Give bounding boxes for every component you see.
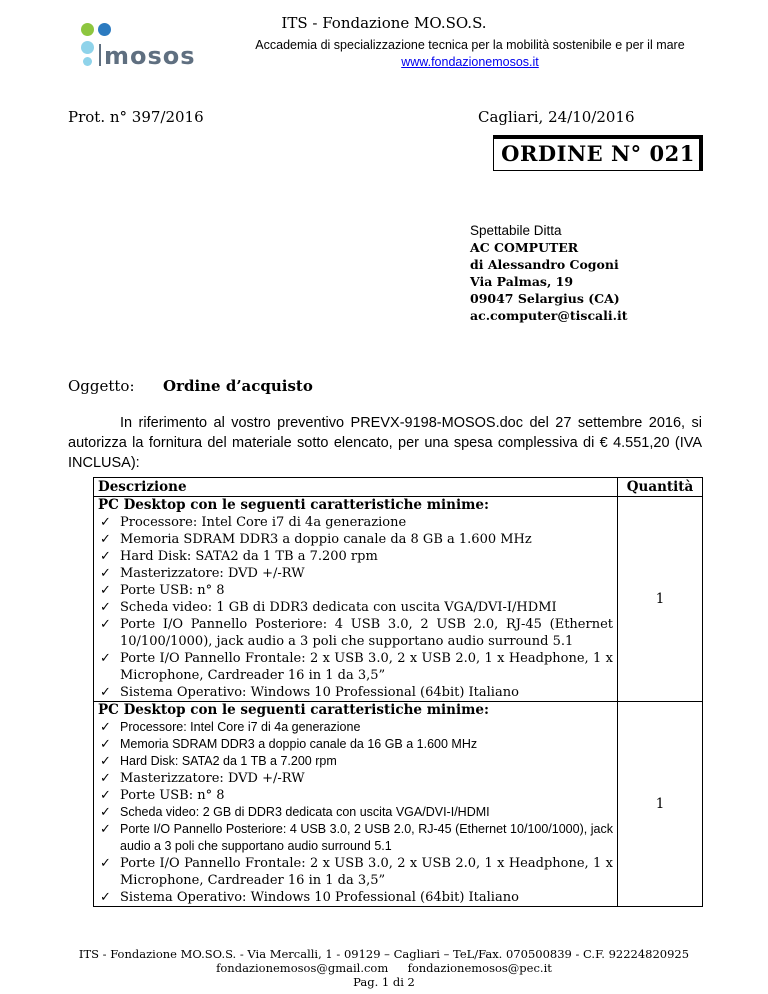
- spec-item: [98, 889, 613, 906]
- spec-item: [98, 565, 613, 582]
- spec-item: [98, 684, 613, 701]
- check-icon: ✓: [100, 566, 111, 581]
- spec-text: Porte I/O Pannello Posteriore: 4 USB 3.0, 2 USB 2.0, RJ-45 (Ethernet 10/100/1000), jack audio a 3 poli che supportano audio surround 5.1: [120, 822, 613, 853]
- check-icon: ✓: [100, 890, 111, 905]
- spec-item: [98, 821, 613, 855]
- check-icon: ✓: [100, 720, 111, 735]
- check-icon: ✓: [100, 532, 111, 547]
- spec-item: [98, 719, 613, 736]
- recipient-owner: di Alessandro Cogoni: [470, 257, 619, 272]
- spec-item: [98, 804, 613, 821]
- check-icon: ✓: [100, 805, 111, 820]
- check-icon: ✓: [100, 583, 111, 598]
- table-header-row: [94, 478, 703, 497]
- spec-list: [98, 719, 613, 906]
- check-icon: ✓: [100, 856, 111, 871]
- check-icon: ✓: [100, 600, 111, 615]
- spec-text: Scheda video: 2 GB di DDR3 dedicata con uscita VGA/DVI-I/HDMI: [120, 805, 490, 819]
- spec-text: Masterizzatore: DVD +/-RW: [120, 566, 305, 581]
- logo-divider: [99, 44, 101, 66]
- check-icon: ✓: [100, 788, 111, 803]
- header-title: ITS - Fondazione MO.SO.S.: [281, 14, 487, 32]
- spec-item: [98, 650, 613, 684]
- footer-emails: [0, 961, 768, 975]
- spec-text: Scheda video: 1 GB di DDR3 dedicata con uscita VGA/DVI-I/HDMI: [120, 600, 557, 615]
- check-icon: ✓: [100, 822, 111, 837]
- spec-item: [98, 770, 613, 787]
- protocol-number: Prot. n° 397/2016: [68, 108, 204, 126]
- order-title: ORDINE N° 021: [501, 141, 695, 166]
- check-icon: ✓: [100, 515, 111, 530]
- spec-item: [98, 531, 613, 548]
- spec-text: Sistema Operativo: Windows 10 Professional (64bit) Italiano: [120, 890, 519, 905]
- item-description: [94, 497, 618, 702]
- footer-page-number: Pag. 1 di 2: [353, 975, 415, 989]
- spec-item: [98, 736, 613, 753]
- check-icon: ✓: [100, 737, 111, 752]
- header-description: Descrizione: [94, 478, 618, 497]
- spec-text: Processore: Intel Core i7 di 4a generazione: [120, 515, 407, 530]
- spec-text: Hard Disk: SATA2 da 1 TB a 7.200 rpm: [120, 754, 337, 768]
- intro-paragraph: In riferimento al vostro preventivo PREVX-9198-MOSOS.doc del 27 settembre 2016, si autorizza la fornitura del materiale sotto elencato, per una spesa complessiva di € 4.551,20 (IVA INCLUSA):: [68, 415, 702, 471]
- recipient-street: Via Palmas, 19: [470, 274, 574, 289]
- footer-email: fondazionemosos@gmail.com: [216, 961, 389, 975]
- spec-item: [98, 855, 613, 889]
- page-footer: [0, 947, 768, 989]
- spec-text: Porte I/O Pannello Posteriore: 4 USB 3.0, 2 USB 2.0, RJ-45 (Ethernet 10/100/1000), jack audio a 3 poli che supportano audio surround 5.1: [120, 617, 613, 649]
- item-quantity: 1: [618, 497, 703, 702]
- spec-text: Hard Disk: SATA2 da 1 TB a 7.200 rpm: [120, 549, 378, 564]
- check-icon: ✓: [100, 771, 111, 786]
- spec-text: Sistema Operativo: Windows 10 Professional (64bit) Italiano: [120, 685, 519, 700]
- table-row: [94, 702, 703, 907]
- footer-address: ITS - Fondazione MO.SO.S. - Via Mercalli, 1 - 09129 – Cagliari – TeL/Fax. 070500839 - C.F. 92224820925: [78, 947, 690, 961]
- spec-item: [98, 514, 613, 531]
- check-icon: ✓: [100, 549, 111, 564]
- subject-label: Oggetto:: [68, 377, 135, 395]
- spec-text: Porte I/O Pannello Frontale: 2 x USB 3.0, 2 x USB 2.0, 1 x Headphone, 1 x Microphone, Cardreader 16 in 1 da 3,5”: [120, 856, 613, 888]
- item-description: [94, 702, 618, 907]
- spec-text: Processore: Intel Core i7 di 4a generazione: [120, 720, 361, 734]
- subject-value: Ordine d’acquisto: [163, 377, 313, 395]
- item-title: PC Desktop con le seguenti caratteristiche minime:: [98, 497, 489, 513]
- recipient-address: [470, 222, 628, 324]
- check-icon: ✓: [100, 685, 111, 700]
- header-website-link[interactable]: www.fondazionemosos.it: [401, 55, 539, 69]
- place-date: Cagliari, 24/10/2016: [478, 108, 635, 126]
- spec-text: Memoria SDRAM DDR3 a doppio canale da 16 GB a 1.600 MHz: [120, 737, 478, 751]
- spec-item: [98, 787, 613, 804]
- table-row: [94, 497, 703, 702]
- item-title: PC Desktop con le seguenti caratteristiche minime:: [98, 702, 489, 718]
- spec-item: [98, 582, 613, 599]
- recipient-company: AC COMPUTER: [470, 240, 579, 255]
- header-quantity: Quantità: [618, 478, 703, 497]
- header-subtitle: Accademia di specializzazione tecnica per la mobilità sostenibile e per il mare: [255, 38, 685, 52]
- spec-text: Porte USB: n° 8: [120, 583, 225, 598]
- check-icon: ✓: [100, 617, 111, 632]
- spec-list: [98, 514, 613, 701]
- footer-pec: fondazionemosos@pec.it: [407, 961, 552, 975]
- check-icon: ✓: [100, 651, 111, 666]
- spec-text: Porte I/O Pannello Frontale: 2 x USB 3.0, 2 x USB 2.0, 1 x Headphone, 1 x Microphone, Cardreader 16 in 1 da 3,5”: [120, 651, 613, 683]
- spec-item: [98, 599, 613, 616]
- logo-dot-lightblue-2: [83, 57, 92, 66]
- logo-dot-lightblue: [81, 41, 94, 54]
- recipient-email: ac.computer@tiscali.it: [470, 308, 628, 323]
- order-title-box: [493, 135, 703, 171]
- item-quantity: 1: [618, 702, 703, 907]
- spec-item: [98, 616, 613, 650]
- spec-text: Memoria SDRAM DDR3 a doppio canale da 8 GB a 1.600 MHz: [120, 532, 532, 547]
- recipient-lead: Spettabile Ditta: [470, 223, 562, 238]
- spec-text: Porte USB: n° 8: [120, 788, 225, 803]
- logo-wordmark: mosos: [104, 42, 196, 70]
- spec-text: Masterizzatore: DVD +/-RW: [120, 771, 305, 786]
- spec-item: [98, 548, 613, 565]
- recipient-city: 09047 Selargius (CA): [470, 291, 620, 306]
- spec-item: [98, 753, 613, 770]
- check-icon: ✓: [100, 754, 111, 769]
- order-items-table: [93, 477, 703, 907]
